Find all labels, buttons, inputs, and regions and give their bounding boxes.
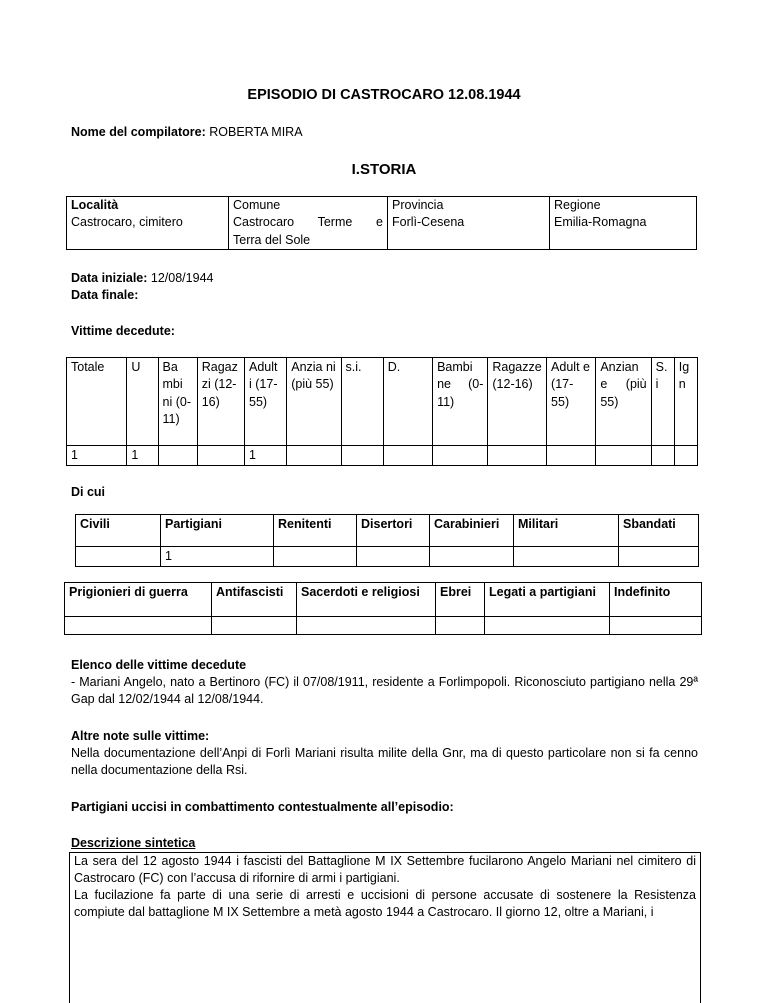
- description-para-2: La fucilazione fa parte di una serie di arresti e uccisioni di persone accusate di sostenere la Resistenza compiute dal battaglione M IX Settembre a metà agosto 1944 a Castrocaro. Il giorno 12, oltre a Mariani, i: [74, 887, 696, 919]
- category-1-value-cell: [619, 547, 699, 567]
- victims-value-cell: 1: [67, 446, 127, 466]
- victims-value-cell: 1: [127, 446, 158, 466]
- victims-header-cell: Anzia ni (più 55): [287, 358, 341, 446]
- victims-header-cell: Anzian e (più 55): [596, 358, 651, 446]
- date-end-label: Data finale:: [71, 288, 139, 302]
- category-table-1: [75, 514, 699, 567]
- category-1-header-cell: Civili: [76, 515, 161, 547]
- victims-list-section: [71, 657, 698, 708]
- category-2-header-cell: Sacerdoti e religiosi: [297, 583, 436, 617]
- victims-header-cell: U: [127, 358, 158, 446]
- category-1-header-cell: Carabinieri: [430, 515, 514, 547]
- category-1-value-cell: [514, 547, 619, 567]
- victims-header-cell: s.i.: [341, 358, 383, 446]
- victims-list-text: - Mariani Angelo, nato a Bertinoro (FC) il 07/08/1911, residente a Forlimpopoli. Riconosciuto partigiano nella 29ª Gap dal 12/02/1944 al 12/08/1944.: [71, 674, 698, 706]
- description-box: [69, 852, 701, 1003]
- category-table-2: [64, 582, 702, 635]
- localita-value: Castrocaro, cimitero: [71, 215, 183, 230]
- category-2-value-cell: [610, 617, 702, 635]
- di-cui-label: Di cui: [71, 485, 106, 499]
- victims-header-cell: D.: [383, 358, 432, 446]
- partisans-heading: Partigiani uccisi in combattimento contestualmente all’episodio:: [71, 800, 454, 814]
- regione-cell: [550, 197, 697, 250]
- category-1-header-cell: Renitenti: [274, 515, 357, 547]
- victims-list-heading: Elenco delle vittime decedute: [71, 658, 247, 672]
- date-start-label: Data iniziale:: [71, 271, 148, 285]
- date-start-line: [71, 270, 213, 287]
- comune-value-line1: Castrocaro Terme e: [233, 215, 383, 230]
- victims-header-cell: Ig n: [674, 358, 697, 446]
- localita-cell: [67, 197, 229, 250]
- compiler-value: ROBERTA MIRA: [209, 125, 303, 139]
- victims-header-row: [67, 358, 698, 446]
- category-2-value-cell: [485, 617, 610, 635]
- localita-label: Località: [71, 198, 119, 212]
- compiler-line: [71, 124, 303, 141]
- category-1-header-cell: Sbandati: [619, 515, 699, 547]
- victims-value-cell: [488, 446, 547, 466]
- category-1-header-cell: Disertori: [357, 515, 430, 547]
- victims-header-cell: S. i: [651, 358, 674, 446]
- victims-header-cell: Ba mbi ni (0- 11): [158, 358, 197, 446]
- regione-value: Emilia-Romagna: [554, 215, 647, 230]
- victims-header-cell: Adult i (17- 55): [245, 358, 287, 446]
- category-2-header-cell: Antifascisti: [212, 583, 297, 617]
- category-1-value-cell: [357, 547, 430, 567]
- victims-value-cell: [596, 446, 651, 466]
- category-1-value-cell: [274, 547, 357, 567]
- category-1-value-cell: [430, 547, 514, 567]
- category-1-value-cell: [76, 547, 161, 567]
- comune-cell: [229, 197, 388, 250]
- victims-value-cell: [383, 446, 432, 466]
- victims-value-cell: [158, 446, 197, 466]
- victims-value-row: [67, 446, 698, 466]
- category-1-header-cell: Militari: [514, 515, 619, 547]
- victims-value-cell: [433, 446, 488, 466]
- provincia-value: Forlì-Cesena: [392, 215, 465, 230]
- other-notes-section: [71, 728, 698, 779]
- description-para-1: La sera del 12 agosto 1944 i fascisti del Battaglione M IX Settembre fucilarono Angelo Mariani nel cimitero di Castrocaro (FC) con l’accusa di rifornire di armi i partigiani.: [74, 854, 696, 885]
- other-notes-heading: Altre note sulle vittime:: [71, 729, 210, 743]
- provincia-label: Provincia: [392, 198, 444, 212]
- victims-header-cell: Ragazze (12-16): [488, 358, 547, 446]
- victims-header-cell: Bambi ne (0- 11): [433, 358, 488, 446]
- section-title: I.STORIA: [351, 161, 417, 178]
- date-start-value: 12/08/1944: [150, 271, 214, 285]
- compiler-label: Nome del compilatore:: [71, 125, 206, 139]
- victims-value-cell: [651, 446, 674, 466]
- victims-value-cell: [341, 446, 383, 466]
- category-2-value-cell: [212, 617, 297, 635]
- category-2-value-cell: [65, 617, 212, 635]
- victims-value-cell: [197, 446, 244, 466]
- category-1-header-cell: Partigiani: [161, 515, 274, 547]
- category-2-header-cell: Prigionieri di guerra: [65, 583, 212, 617]
- doc-title: EPISODIO DI CASTROCARO 12.08.1944: [247, 87, 521, 103]
- category-2-header-row: [65, 583, 702, 617]
- comune-label: Comune: [233, 198, 281, 212]
- category-2-header-cell: Legati a partigiani: [485, 583, 610, 617]
- category-1-value-row: [76, 547, 699, 567]
- category-2-header-cell: Indefinito: [610, 583, 702, 617]
- category-1-value-cell: 1: [161, 547, 274, 567]
- description-heading: Descrizione sintetica: [71, 836, 196, 850]
- victims-value-cell: [287, 446, 341, 466]
- victims-value-cell: 1: [245, 446, 287, 466]
- victims-table: [66, 357, 698, 466]
- category-1-header-row: [76, 515, 699, 547]
- victims-heading: Vittime decedute:: [71, 324, 175, 338]
- victims-header-cell: Adult e (17- 55): [547, 358, 596, 446]
- victims-header-cell: Totale: [67, 358, 127, 446]
- location-table: [66, 196, 697, 250]
- category-2-value-cell: [436, 617, 485, 635]
- victims-value-cell: [547, 446, 596, 466]
- regione-label: Regione: [554, 198, 601, 212]
- provincia-cell: [388, 197, 550, 250]
- victims-value-cell: [674, 446, 697, 466]
- category-2-header-cell: Ebrei: [436, 583, 485, 617]
- category-2-value-cell: [297, 617, 436, 635]
- other-notes-text: Nella documentazione dell’Anpi di Forlì Mariani risulta milite della Gnr, ma di questo particolare non si fa cenno nella documentazione della Rsi.: [71, 745, 698, 777]
- comune-value-line2: Terra del Sole: [233, 232, 311, 247]
- victims-header-cell: Ragaz zi (12- 16): [197, 358, 244, 446]
- category-2-value-row: [65, 617, 702, 635]
